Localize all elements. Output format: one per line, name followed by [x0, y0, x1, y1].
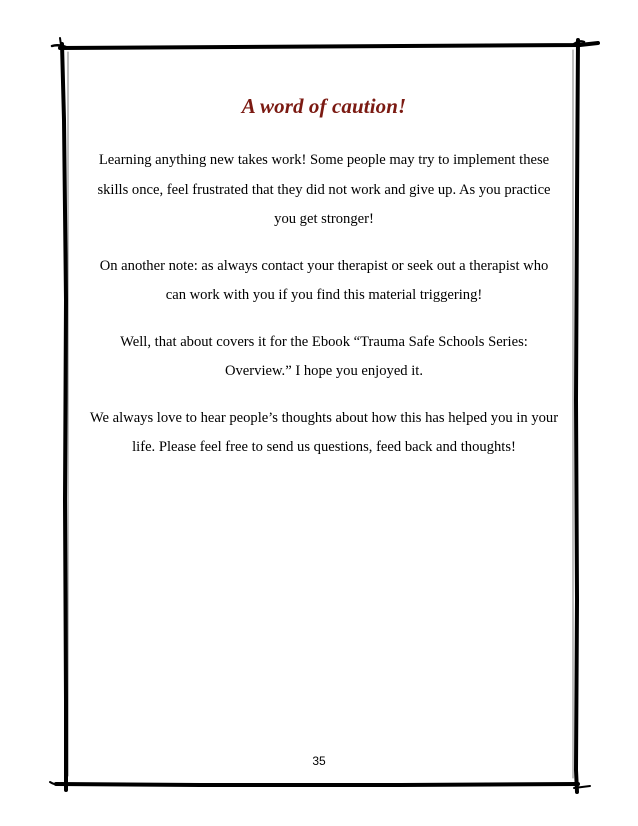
content-area — [88, 92, 560, 480]
paragraph-ebook-closing: Well, that about covers it for the Ebook “Trauma Safe Schools Series: Overview.” I hope you enjoyed it. — [120, 333, 528, 379]
paragraph-feedback-request: We always love to hear people’s thoughts about how this has helped you in your life. Please feel free to send us questions, feed back and thoughts! — [89, 409, 559, 455]
section-heading: A word of caution! — [241, 94, 407, 118]
paragraph-therapist-note: On another note: as always contact your therapist or seek out a therapist who can work with you if you find this material triggering! — [99, 257, 549, 303]
paragraph-caution: Learning anything new takes work! Some people may try to implement these skills once, feel frustrated that they did not work and give up. As you practice you get stronger! — [97, 152, 551, 227]
page-number: 35 — [312, 754, 326, 768]
